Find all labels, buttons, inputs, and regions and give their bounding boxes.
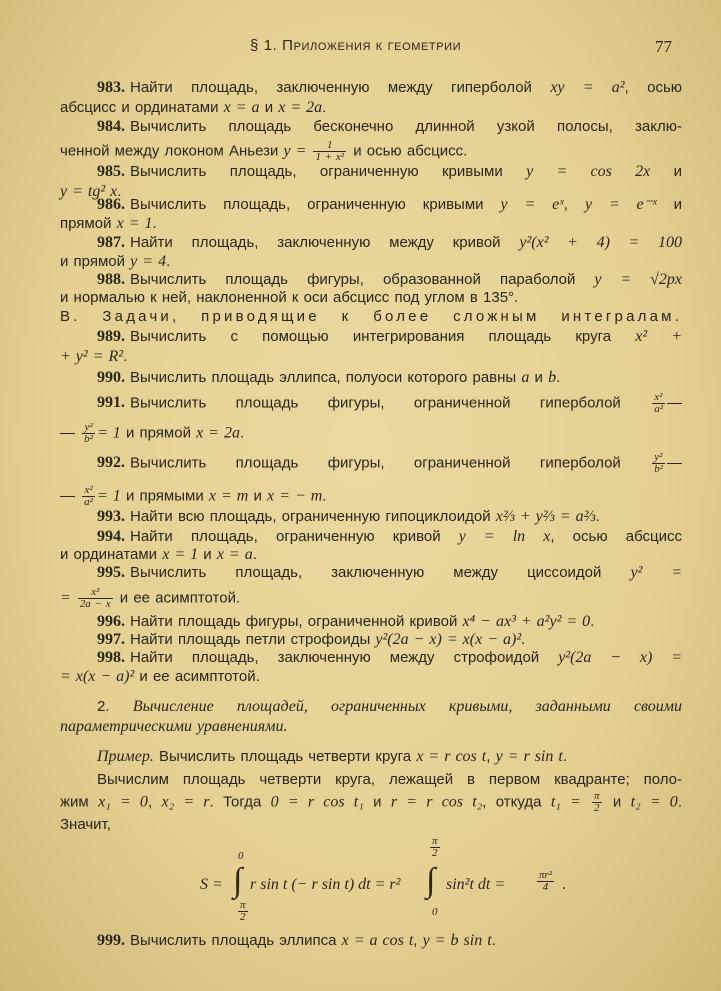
text: . xyxy=(556,369,561,386)
math-expression: y = e⁻ˣ xyxy=(584,196,657,213)
math-expression: t₁ = xyxy=(550,793,591,811)
formula-result: $\frac{\text{πr²}}{4}$ xyxy=(539,869,553,893)
problem-line xyxy=(60,586,682,610)
math-expression: y = 4 xyxy=(130,253,167,270)
math-expression: y = xyxy=(283,142,312,160)
fraction xyxy=(652,392,665,415)
text: Вычислить площадь фигуры, образованной параболой xyxy=(130,271,595,288)
text: и xyxy=(650,163,682,180)
text: . xyxy=(166,253,171,270)
text: Найти всю площадь, ограниченную гипоциклоидой xyxy=(130,508,496,525)
math-expression: x⁴ − ax³ + a²y² = 0 xyxy=(462,613,591,630)
text: Вычислим площадь четверти круга, лежащей в первом квадранте; поло- xyxy=(97,771,682,788)
problem-line xyxy=(97,162,682,182)
problem-line xyxy=(60,252,682,272)
problem-number: 995. xyxy=(97,564,125,581)
text: Вычислить площадь, ограниченную кривыми xyxy=(130,196,501,213)
problem-line xyxy=(60,421,682,445)
math-expression: r = r cos t₂ xyxy=(390,793,483,811)
text: . xyxy=(322,487,327,505)
italic-text: параметрическими уравнениями. xyxy=(60,718,288,735)
text: и xyxy=(363,793,391,811)
math-expression: + y² = R² xyxy=(60,348,124,365)
denominator: 1 + x² xyxy=(315,151,345,163)
section-line xyxy=(60,717,682,737)
problem-number: 994. xyxy=(97,528,125,545)
text: . xyxy=(152,215,157,232)
math-expression: x = r cos t xyxy=(416,748,487,765)
text: . xyxy=(123,348,128,365)
denominator: 2 xyxy=(594,802,600,814)
text: Найти площадь, заключенную между гиперболой xyxy=(130,79,551,96)
problem-line xyxy=(60,484,682,508)
fraction xyxy=(82,422,95,445)
numerator: x² xyxy=(82,485,95,497)
numerator: y² xyxy=(652,452,665,464)
paragraph-line xyxy=(97,770,682,790)
numerator: π xyxy=(594,790,600,802)
problem-line xyxy=(60,347,682,367)
problem-line xyxy=(97,931,682,951)
text: , xyxy=(147,793,162,811)
math-expression: x = 2a xyxy=(196,424,241,442)
problem-line xyxy=(60,545,682,565)
math-expression: y = √2px xyxy=(594,271,683,288)
numerator: x³ xyxy=(78,587,113,599)
text: и прямой xyxy=(120,424,197,442)
text: . xyxy=(521,631,526,648)
problem-line xyxy=(97,117,682,137)
problem-line xyxy=(97,612,682,632)
text: и нормалью к ней, наклоненной к оси абсцисс под углом в 135°. xyxy=(60,289,519,306)
problem-number: 997. xyxy=(97,631,125,648)
running-header xyxy=(0,37,721,57)
integral-upper-limit: 0 xyxy=(238,850,244,862)
integral-lower-limit: 0 xyxy=(432,906,438,918)
problem-number: 983. xyxy=(97,79,125,96)
text: Вычислить площадь фигуры, ограниченной гиперболой xyxy=(130,394,651,412)
text: — xyxy=(667,394,682,412)
text: . xyxy=(677,793,682,811)
text: Найти площадь фигуры, ограниченной кривой xyxy=(130,613,463,630)
denominator: b² xyxy=(654,463,663,475)
problem-number: 991. xyxy=(97,394,125,412)
math-expression: = xyxy=(60,589,76,607)
text: и xyxy=(248,487,268,505)
fraction xyxy=(78,587,113,610)
paragraph-line xyxy=(60,790,682,814)
math-expression: 0 = r cos t₁ xyxy=(270,793,364,811)
math-expression: b xyxy=(548,369,557,386)
text: и xyxy=(259,99,279,116)
problem-line xyxy=(60,667,682,687)
math-expression: x = 2a xyxy=(278,99,323,116)
italic-text: Вычисление площадей, ограниченных кривыми, заданными своими xyxy=(132,698,683,715)
text: — xyxy=(60,487,81,505)
problem-number: 999. xyxy=(97,932,125,949)
text: прямой xyxy=(60,215,117,232)
text: , xyxy=(413,932,423,949)
problem-line xyxy=(60,98,682,118)
text: абсцисс и ординатами xyxy=(60,99,224,116)
math-expression: x₁ = 0 xyxy=(98,793,148,811)
text: Найти площадь, заключенную между кривой xyxy=(130,234,520,251)
text: Вычислить площадь фигуры, ограниченной гиперболой xyxy=(130,454,651,472)
math-expression: x = − m xyxy=(267,487,323,505)
text: — xyxy=(60,424,81,442)
fraction xyxy=(82,485,95,508)
math-expression: y = eˣ xyxy=(500,196,564,213)
text: и ее асимптотой. xyxy=(114,589,241,607)
text: и прямой xyxy=(60,253,131,270)
text: Вычислить площадь эллипса, полуоси которого равны xyxy=(130,369,522,386)
integrand-2: sin²t dt = xyxy=(446,876,506,893)
math-expression: x = a xyxy=(223,99,260,116)
numerator: x² xyxy=(652,392,665,404)
integrand-1: r sin t (− r sin t) dt = r² xyxy=(250,876,401,893)
text: Вычислить площадь, заключенную между циссоидой xyxy=(130,564,631,581)
math-expression: x = 1 xyxy=(162,546,199,563)
math-expression: = 1 xyxy=(96,487,121,505)
math-expression: x⅔ + y⅔ = a⅔ xyxy=(495,508,596,525)
problem-line xyxy=(60,288,682,308)
text: Вычислить площадь эллипса xyxy=(130,932,342,949)
problem-number: 989. xyxy=(97,328,125,345)
italic-text: Пример. xyxy=(97,748,154,765)
math-expression: y²(2a − x) = x(x − a)² xyxy=(375,631,522,648)
problem-number: 987. xyxy=(97,234,125,251)
text: . xyxy=(117,183,122,200)
problem-line xyxy=(97,507,682,527)
fraction xyxy=(592,791,602,814)
text: . xyxy=(240,424,245,442)
text: ченной между локоном Аньези xyxy=(60,142,284,160)
integral-sign: ∫ xyxy=(426,862,436,899)
problem-number: 992. xyxy=(97,454,125,472)
problem-line xyxy=(97,327,682,347)
math-expression: x₂ = r xyxy=(161,793,210,811)
text: . xyxy=(595,508,600,525)
math-expression: = 1 xyxy=(96,424,121,442)
math-expression: xy = a² xyxy=(550,79,625,96)
numerator: 1 xyxy=(313,140,346,152)
text: . xyxy=(252,546,257,563)
problem-line xyxy=(97,270,682,290)
text: , откуда xyxy=(482,793,551,811)
text: , xyxy=(563,196,585,213)
problem-line xyxy=(97,527,682,547)
math-expression: a xyxy=(521,369,530,386)
integral-lower-limit: $\frac{\pi}{2}$ xyxy=(240,899,246,923)
problem-number: 998. xyxy=(97,649,125,666)
problem-line xyxy=(97,648,682,668)
problem-number: 993. xyxy=(97,508,125,525)
section-line xyxy=(97,697,682,717)
text: , осью xyxy=(624,79,683,96)
problem-number: 984. xyxy=(97,118,125,135)
text: . xyxy=(322,99,327,116)
math-expression: y = ln x xyxy=(458,528,551,545)
denominator: a² xyxy=(84,496,93,508)
text: и осью абсцисс. xyxy=(348,142,468,160)
text: , осью абсцисс xyxy=(550,528,682,545)
text: и xyxy=(529,369,549,386)
heading-line xyxy=(60,307,682,327)
text: и прямыми xyxy=(120,487,209,505)
page-number: 77 xyxy=(655,37,672,56)
formula-period: . xyxy=(562,876,566,893)
text: . xyxy=(491,932,496,949)
problem-number: 990. xyxy=(97,369,125,386)
example-line xyxy=(97,747,682,767)
math-expression: x² + xyxy=(635,328,682,345)
text: — xyxy=(667,454,682,472)
fraction xyxy=(652,452,665,475)
text: и ее асимптотой. xyxy=(134,668,260,685)
text: Вычислить площадь четверти круга xyxy=(153,748,417,765)
math-expression: x = a cos t xyxy=(341,932,414,949)
problem-number: 985. xyxy=(97,163,125,180)
text: 2. xyxy=(97,698,133,715)
math-expression: t₂ = 0 xyxy=(630,793,678,811)
integral-upper-limit: $\frac{\pi}{2}$ xyxy=(432,835,438,859)
text: Вычислить с помощью интегрирования площадь круга xyxy=(130,328,636,345)
problem-line xyxy=(97,195,682,215)
text: . xyxy=(562,748,567,765)
text: Найти площадь, заключенную между строфоидой xyxy=(130,649,559,666)
text: Найти площадь, ограниченную кривой xyxy=(130,528,459,545)
text: , xyxy=(486,748,496,765)
problem-line xyxy=(97,368,682,388)
text: и ординатами xyxy=(60,546,163,563)
problem-number: 986. xyxy=(97,196,125,213)
fraction xyxy=(313,140,346,163)
problem-line xyxy=(97,563,682,583)
integral-sign: ∫ xyxy=(233,862,243,899)
math-expression: y = tg² x xyxy=(60,183,118,200)
text: Вычислить площадь, ограниченную кривыми xyxy=(130,163,527,180)
text: Найти площадь петли строфоиды xyxy=(130,631,376,648)
math-expression: y = cos 2x xyxy=(526,163,651,180)
formula-lhs: S = xyxy=(200,876,223,893)
problem-line xyxy=(97,451,682,475)
math-expression: y²(x² + 4) = 100 xyxy=(519,234,682,251)
text: и xyxy=(198,546,217,563)
math-expression: y = r sin t xyxy=(495,748,563,765)
math-expression: x = 1 xyxy=(116,215,153,232)
section-title: § 1. Приложения к геометрии xyxy=(250,37,462,54)
denominator: b² xyxy=(84,433,93,445)
problem-line xyxy=(97,391,682,415)
denominator: 2a − x xyxy=(79,598,111,610)
paragraph-line xyxy=(60,815,682,835)
text: Значит, xyxy=(60,816,111,833)
text: Вычислить площадь бесконечно длинной узкой полосы, заклю- xyxy=(130,118,682,135)
denominator: a² xyxy=(654,403,663,415)
problem-number: 988. xyxy=(97,271,125,288)
text: В. Задачи, приводящие к более сложным интегралам. xyxy=(60,308,682,325)
text: жим xyxy=(60,793,99,811)
numerator: y² xyxy=(82,422,95,434)
problem-line xyxy=(97,233,682,253)
math-expression: y²(2a − x) = xyxy=(558,649,683,666)
problem-number: 996. xyxy=(97,613,125,630)
math-expression: x = a xyxy=(216,546,253,563)
problem-line xyxy=(60,214,682,234)
math-expression: y = b sin t xyxy=(422,932,492,949)
problem-line xyxy=(60,139,682,163)
math-expression: = x(x − a)² xyxy=(60,668,135,685)
text: и xyxy=(603,793,631,811)
math-expression: y² = xyxy=(630,564,682,581)
math-expression: x = m xyxy=(208,487,249,505)
text: и xyxy=(656,196,683,213)
problem-line xyxy=(97,630,682,650)
problem-line xyxy=(97,78,682,98)
text: . xyxy=(590,613,595,630)
text: . Тогда xyxy=(209,793,271,811)
